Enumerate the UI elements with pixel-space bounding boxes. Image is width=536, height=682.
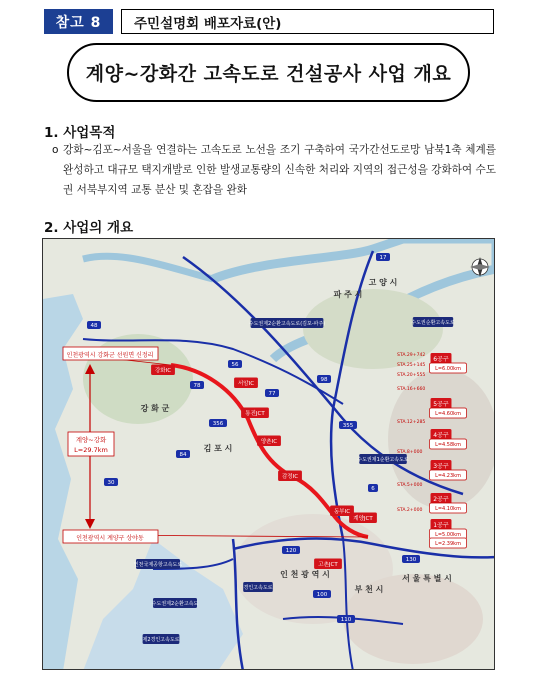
ic-label: 양촌IC [260,439,278,445]
end-point-label: 인천광역시 계양구 상야동 [76,535,144,542]
route-shield: 130 [405,557,417,563]
length-box-line2: L=29.7km [74,446,108,454]
route-shield: 98 [320,377,328,383]
expressway-label: 수도권제1순환고속도로 [357,457,409,463]
route-shield: 356 [212,421,224,427]
ic-label: 서암IC [237,381,255,387]
sta-label: STA.25+145 [397,363,426,368]
route-shield: 77 [268,391,276,397]
ic-label: 감정IC [281,474,299,480]
route-map [42,238,495,670]
section-heading-overview: 2. 사업의 개요 [44,220,134,236]
reference-badge: 참고 8 [44,9,113,34]
route-shield: 6 [371,486,375,492]
section-badge: 3공구 [433,463,449,470]
route-shield: 48 [90,323,98,329]
ic-label: 계양JCT [353,516,373,522]
purpose-text: 강화~김포~서울을 연결하는 고속도로 노선을 조기 구축하여 국가간선도로망 남북1축 체계를 완성하고 대규모 택지개발로 인한 발생교통량의 신속한 처리와 지역의 접근성을 강화하여 수도권 서북부지역 교통 분산 및 혼잡을 완화 [63,144,496,196]
page-title: 계양~강화간 고속도로 건설공사 사업 개요 [67,43,470,102]
district-label: 파 주 시 [333,290,363,299]
length-box-line1: 계양~강화 [75,436,107,444]
district-label: 부 천 시 [354,585,384,594]
start-point-label: 인천광역시 강화군 선원면 신정리 [66,352,154,359]
district-label: 고 양 시 [368,278,398,287]
section-badge: 6공구 [433,356,449,363]
ic-label: 강화IC [154,368,172,374]
section-length: L=4.10km [435,506,461,512]
sta-label: STA.2+000 [397,508,423,513]
reference-header [44,9,494,34]
sta-label: STA.29+742 [397,353,426,358]
reference-title: 주민설명회 배포자료(안) [121,9,494,34]
sta-label: STA.16+660 [397,387,426,392]
sta-label: STA.12+285 [397,420,426,425]
jct-label: 통진JCT [245,411,265,417]
route-shield: 78 [193,383,201,389]
expressway-label: 수도권제2순환고속도 [151,601,199,607]
district-label: 김 포 시 [203,444,233,453]
section-length: L=6.00km [435,366,461,372]
expressway-label: 인천국제공항고속도로 [133,562,183,568]
district-label: 인 천 광 역 시 [280,570,330,579]
route-shield: 30 [107,480,115,486]
section-length: L=2.39km [435,541,461,547]
route-shield: 17 [379,255,387,261]
section-length: L=4.58km [435,442,461,448]
route-map-svg [43,239,495,670]
route-shield: 56 [231,362,239,368]
ic-label: 고촌JCT [318,562,338,568]
section-badge: 2공구 [433,496,449,503]
purpose-paragraph [52,140,496,200]
section-length: L=4.60km [435,411,461,417]
section-badge: 5공구 [433,401,449,408]
district-label: 서 울 특 별 시 [402,574,452,583]
route-shield: 84 [179,452,187,458]
route-shield: 110 [340,617,352,623]
sta-label: STA.5+000 [397,483,423,488]
route-shield: 120 [285,548,297,554]
section-heading-purpose: 1. 사업목적 [44,125,116,141]
ic-label: 동부IC [333,509,351,515]
sta-label: STA.8+000 [397,450,423,455]
section-badge: 1공구 [433,522,449,529]
expressway-label: 경인고속도로 [243,585,273,591]
expressway-label: 제2경인고속도로 [142,637,180,643]
section-badge: 4공구 [433,432,449,439]
expressway-label: 수도권제2순환고속도로(김포-파주) [248,321,326,327]
route-shield: 355 [342,423,354,429]
section-length: L=5.00km [435,532,461,538]
bullet-marker: o [52,144,59,156]
route-shield: 100 [316,592,328,598]
expressway-label: 수도권순환고속도로 [411,320,455,326]
district-label: 강 화 군 [140,404,170,413]
section-length: L=4.23km [435,473,461,479]
sta-label: STA.20+555 [397,373,426,378]
